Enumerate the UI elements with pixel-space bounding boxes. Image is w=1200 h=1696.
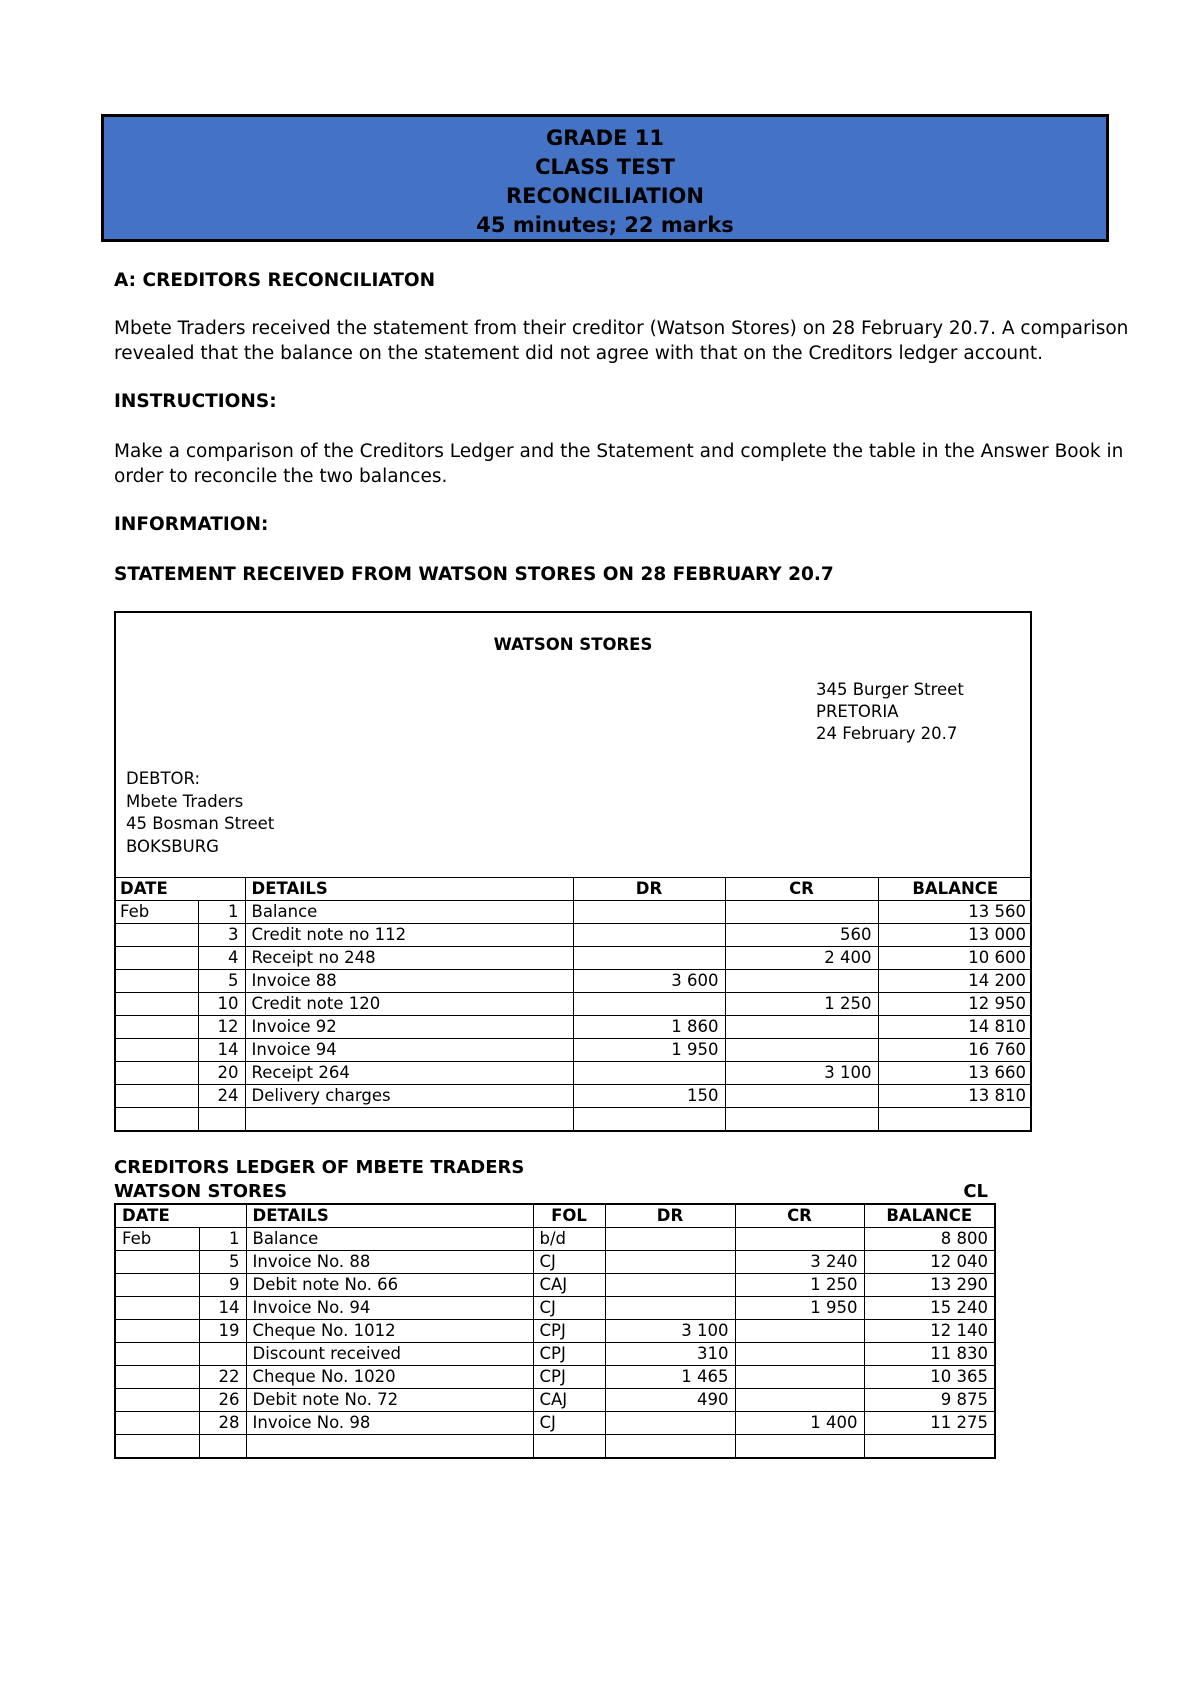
ledger-cell: 1 250 <box>735 1274 864 1297</box>
statement-cell: 5 <box>198 970 245 993</box>
ledger-cell: 11 275 <box>864 1412 995 1435</box>
statement-cell: 14 <box>198 1039 245 1062</box>
ledger-account-name: WATSON STORES <box>114 1181 288 1202</box>
statement-heading: STATEMENT RECEIVED FROM WATSON STORES ON 28 FEBRUARY 20.7 <box>114 564 834 585</box>
ledger-cell <box>735 1435 864 1459</box>
ledger-cell: 9 875 <box>864 1389 995 1412</box>
ledger-cell <box>115 1435 199 1459</box>
ledger-cell: 12 140 <box>864 1320 995 1343</box>
ledger-cell: 310 <box>605 1343 735 1366</box>
statement-cell <box>114 1039 198 1062</box>
statement-header-row <box>114 878 1032 901</box>
debtor-block <box>126 768 274 858</box>
ledger-cell <box>115 1366 199 1389</box>
time-marks: 45 minutes; 22 marks <box>476 213 734 237</box>
topic-title: RECONCILIATION <box>506 184 704 208</box>
statement-row <box>114 947 1032 970</box>
ledger-cell: 1 950 <box>735 1297 864 1320</box>
statement-cell: Balance <box>245 901 573 924</box>
debtor-label: DEBTOR: <box>126 769 201 788</box>
statement-cell: 13 810 <box>878 1085 1032 1108</box>
title-banner <box>101 114 1109 242</box>
ledger-cell: CJ <box>533 1297 605 1320</box>
debtor-name: Mbete Traders <box>126 791 244 811</box>
ledger-cell: Balance <box>246 1228 533 1251</box>
statement-cell <box>198 1108 245 1131</box>
ledger-col-date: DATE <box>115 1204 246 1228</box>
statement-row <box>114 901 1032 924</box>
statement-cell <box>878 1108 1032 1131</box>
ledger-cell <box>115 1274 199 1297</box>
statement-cell <box>725 970 878 993</box>
ledger-col-balance: BALANCE <box>864 1204 995 1228</box>
statement-cell <box>114 1016 198 1039</box>
ledger-cell <box>735 1320 864 1343</box>
ledger-cell <box>115 1412 199 1435</box>
ledger-cell: 14 <box>199 1297 246 1320</box>
ledger-row <box>115 1389 995 1412</box>
ledger-cell: 13 290 <box>864 1274 995 1297</box>
statement-cell <box>245 1108 573 1131</box>
instructions-line-2: order to reconcile the two balances. <box>114 466 448 487</box>
ledger-row <box>115 1274 995 1297</box>
statement-row <box>114 1016 1032 1039</box>
ledger-cell: 15 240 <box>864 1297 995 1320</box>
statement-cell: 3 <box>198 924 245 947</box>
statement-cell <box>573 1062 725 1085</box>
ledger-cell <box>864 1435 995 1459</box>
statement-cell <box>573 1108 725 1131</box>
ledger-cell: 28 <box>199 1412 246 1435</box>
ledger-cell <box>115 1343 199 1366</box>
statement-cell: 10 600 <box>878 947 1032 970</box>
ledger-cell <box>605 1274 735 1297</box>
ledger-cell: 3 100 <box>605 1320 735 1343</box>
ledger-cell: Invoice No. 88 <box>246 1251 533 1274</box>
statement-cell: Credit note 120 <box>245 993 573 1016</box>
statement-row <box>114 1108 1032 1131</box>
ledger-cell: 22 <box>199 1366 246 1389</box>
debtor-town: BOKSBURG <box>126 836 219 856</box>
statement-cell <box>573 901 725 924</box>
ledger-col-cr: CR <box>735 1204 864 1228</box>
stmt-col-date: DATE <box>114 878 245 901</box>
statement-row <box>114 1085 1032 1108</box>
ledger-cell: CJ <box>533 1412 605 1435</box>
information-heading: INFORMATION: <box>114 514 269 535</box>
ledger-cell <box>199 1435 246 1459</box>
ledger-heading: CREDITORS LEDGER OF MBETE TRADERS <box>114 1157 525 1178</box>
ledger-cell <box>605 1435 735 1459</box>
ledger-cell: CPJ <box>533 1343 605 1366</box>
statement-cell <box>725 1108 878 1131</box>
ledger-cell <box>533 1435 605 1459</box>
ledger-cell <box>605 1251 735 1274</box>
statement-cell: Invoice 92 <box>245 1016 573 1039</box>
statement-table <box>114 877 1032 1130</box>
statement-cell <box>573 924 725 947</box>
statement-cell <box>114 1108 198 1131</box>
address-street: 345 Burger Street <box>816 680 964 699</box>
statement-cell: 1 <box>198 901 245 924</box>
ledger-cell <box>115 1251 199 1274</box>
ledger-row <box>115 1412 995 1435</box>
ledger-col-fol: FOL <box>533 1204 605 1228</box>
ledger-cell: 8 800 <box>864 1228 995 1251</box>
statement-row <box>114 970 1032 993</box>
statement-cell: Receipt no 248 <box>245 947 573 970</box>
ledger-cell: 12 040 <box>864 1251 995 1274</box>
ledger-cell: 11 830 <box>864 1343 995 1366</box>
ledger-cell: 5 <box>199 1251 246 1274</box>
statement-box <box>114 611 1032 1132</box>
ledger-col-details: DETAILS <box>246 1204 533 1228</box>
statement-cell: Invoice 88 <box>245 970 573 993</box>
statement-cell: 16 760 <box>878 1039 1032 1062</box>
ledger-cell: 10 365 <box>864 1366 995 1389</box>
ledger-cell: 26 <box>199 1389 246 1412</box>
ledger-cell: Feb <box>115 1228 199 1251</box>
ledger-cell: Cheque No. 1012 <box>246 1320 533 1343</box>
statement-cell: 14 810 <box>878 1016 1032 1039</box>
ledger-cell: 9 <box>199 1274 246 1297</box>
ledger-cell <box>115 1389 199 1412</box>
ledger-col-dr: DR <box>605 1204 735 1228</box>
ledger-cell: 19 <box>199 1320 246 1343</box>
ledger-cell <box>115 1320 199 1343</box>
ledger-cell: Discount received <box>246 1343 533 1366</box>
debtor-street: 45 Bosman Street <box>126 814 275 833</box>
intro-line-2: revealed that the balance on the statement did not agree with that on the Creditors ledger account. <box>114 343 1043 364</box>
statement-cell <box>114 993 198 1016</box>
ledger-cell <box>115 1297 199 1320</box>
ledger-row <box>115 1435 995 1459</box>
ledger-row <box>115 1320 995 1343</box>
statement-cell: 14 200 <box>878 970 1032 993</box>
statement-cell: 1 950 <box>573 1039 725 1062</box>
ledger-cell: Cheque No. 1020 <box>246 1366 533 1389</box>
statement-cell: Credit note no 112 <box>245 924 573 947</box>
statement-cell <box>725 1085 878 1108</box>
ledger-cell: 1 465 <box>605 1366 735 1389</box>
ledger-cell: 3 240 <box>735 1251 864 1274</box>
ledger-row <box>115 1297 995 1320</box>
statement-cell: 3 600 <box>573 970 725 993</box>
ledger-cell <box>605 1297 735 1320</box>
instructions-heading: INSTRUCTIONS: <box>114 391 277 412</box>
statement-cell: 1 860 <box>573 1016 725 1039</box>
statement-cell: 12 <box>198 1016 245 1039</box>
ledger-folio: CL <box>963 1181 988 1202</box>
ledger-cell: b/d <box>533 1228 605 1251</box>
statement-cell: 12 950 <box>878 993 1032 1016</box>
section-a-title: A: CREDITORS RECONCILIATON <box>114 270 436 291</box>
test-title: CLASS TEST <box>535 155 675 179</box>
ledger-table <box>114 1203 996 1459</box>
statement-cell: 2 400 <box>725 947 878 970</box>
statement-cell: 13 000 <box>878 924 1032 947</box>
ledger-cell: 490 <box>605 1389 735 1412</box>
statement-cell <box>114 924 198 947</box>
ledger-cell: 1 400 <box>735 1412 864 1435</box>
ledger-cell: CPJ <box>533 1320 605 1343</box>
statement-cell <box>725 1039 878 1062</box>
ledger-cell <box>605 1228 735 1251</box>
statement-cell: 4 <box>198 947 245 970</box>
statement-cell <box>725 1016 878 1039</box>
stmt-col-balance: BALANCE <box>878 878 1032 901</box>
ledger-row <box>115 1366 995 1389</box>
ledger-cell <box>735 1366 864 1389</box>
statement-cell: 20 <box>198 1062 245 1085</box>
ledger-row <box>115 1251 995 1274</box>
statement-cell: Receipt 264 <box>245 1062 573 1085</box>
statement-cell: 560 <box>725 924 878 947</box>
intro-line-1: Mbete Traders received the statement from their creditor (Watson Stores) on 28 February 20.7. A comparison <box>114 318 1129 339</box>
statement-row <box>114 1039 1032 1062</box>
statement-cell: 10 <box>198 993 245 1016</box>
ledger-cell <box>246 1435 533 1459</box>
statement-cell <box>573 993 725 1016</box>
statement-cell: 24 <box>198 1085 245 1108</box>
ledger-cell: Invoice No. 94 <box>246 1297 533 1320</box>
statement-row <box>114 993 1032 1016</box>
statement-company: WATSON STORES <box>493 635 653 654</box>
ledger-row <box>115 1228 995 1251</box>
ledger-cell: Invoice No. 98 <box>246 1412 533 1435</box>
statement-cell <box>573 947 725 970</box>
statement-cell: Feb <box>114 901 198 924</box>
statement-cell <box>725 901 878 924</box>
statement-cell <box>114 1062 198 1085</box>
statement-cell <box>114 1085 198 1108</box>
statement-cell <box>114 970 198 993</box>
statement-cell: 150 <box>573 1085 725 1108</box>
statement-cell: 1 250 <box>725 993 878 1016</box>
grade-title: GRADE 11 <box>546 126 664 150</box>
statement-cell <box>114 947 198 970</box>
stmt-col-dr: DR <box>573 878 725 901</box>
stmt-col-details: DETAILS <box>245 878 573 901</box>
stmt-col-cr: CR <box>725 878 878 901</box>
ledger-cell <box>735 1343 864 1366</box>
statement-cell: 13 560 <box>878 901 1032 924</box>
ledger-cell: Debit note No. 72 <box>246 1389 533 1412</box>
statement-row <box>114 924 1032 947</box>
ledger-cell <box>605 1412 735 1435</box>
ledger-cell <box>735 1389 864 1412</box>
ledger-cell: CAJ <box>533 1389 605 1412</box>
ledger-cell <box>199 1343 246 1366</box>
ledger-header-row <box>115 1204 995 1228</box>
instructions-line-1: Make a comparison of the Creditors Ledger and the Statement and complete the table in the Answer Book in <box>114 441 1124 462</box>
statement-cell: 13 660 <box>878 1062 1032 1085</box>
address-city: PRETORIA <box>816 702 899 721</box>
statement-row <box>114 1062 1032 1085</box>
ledger-cell: CPJ <box>533 1366 605 1389</box>
ledger-cell: 1 <box>199 1228 246 1251</box>
statement-date: 24 February 20.7 <box>816 724 958 743</box>
ledger-cell: CAJ <box>533 1274 605 1297</box>
statement-cell: Invoice 94 <box>245 1039 573 1062</box>
ledger-cell <box>735 1228 864 1251</box>
statement-cell: Delivery charges <box>245 1085 573 1108</box>
statement-address <box>816 679 964 745</box>
ledger-row <box>115 1343 995 1366</box>
statement-cell: 3 100 <box>725 1062 878 1085</box>
ledger-cell: Debit note No. 66 <box>246 1274 533 1297</box>
ledger-cell: CJ <box>533 1251 605 1274</box>
